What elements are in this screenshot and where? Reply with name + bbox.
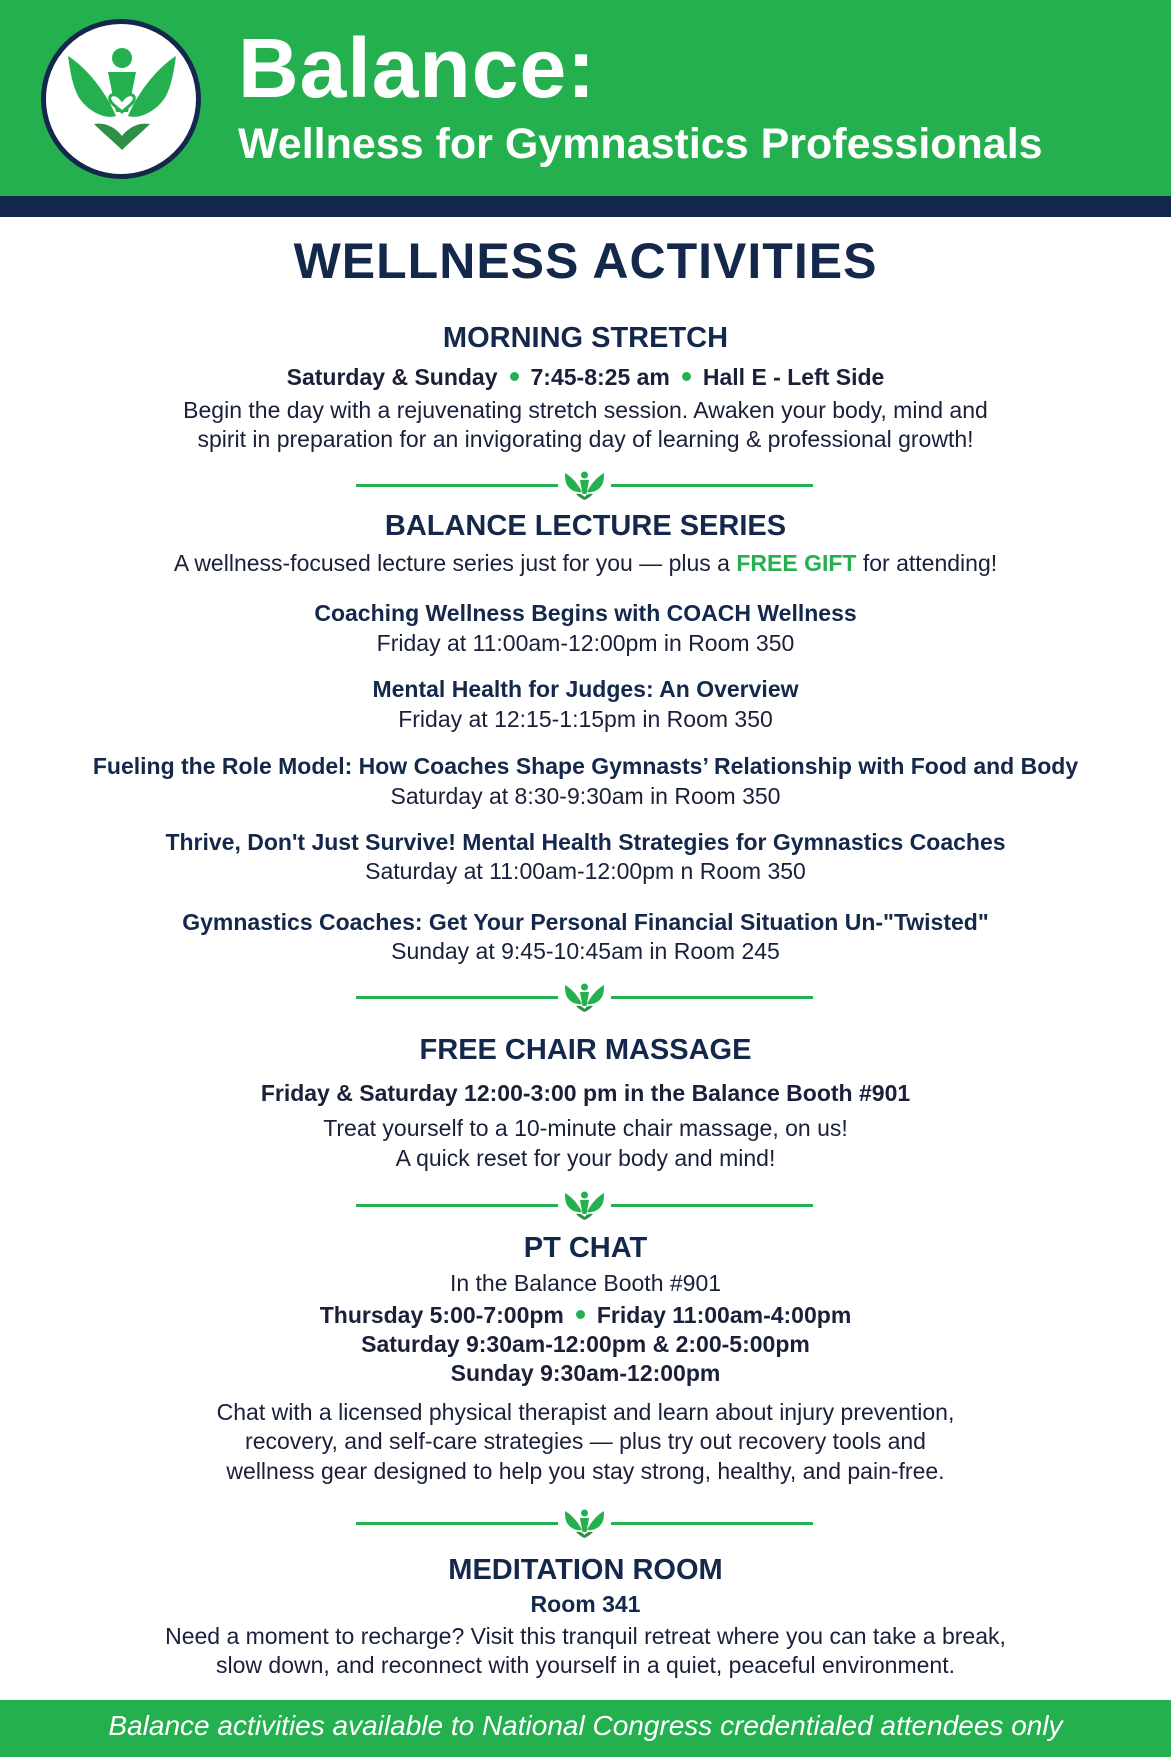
bullet-dot — [682, 372, 691, 381]
header-stripe — [0, 196, 1171, 217]
section-divider — [356, 982, 813, 1012]
lecture-title: Fueling the Role Model: How Coaches Shape Gymnasts’ Relationship with Food and Body — [92, 753, 1079, 779]
footer-text: Balance activities available to National Congress credentialed attendees only — [108, 1710, 1063, 1741]
lecture-when: Friday at 11:00am-12:00pm in Room 350 — [376, 630, 795, 656]
bullet-dot — [510, 372, 519, 381]
lecture-title: Gymnastics Coaches: Get Your Personal Financial Situation Un-"Twisted" — [182, 909, 989, 935]
pt-chat-title: PT CHAT — [523, 1232, 648, 1264]
balance-figure-icon — [564, 1190, 605, 1220]
lecture-series-intro: A wellness-focused lecture series just for you — plus a FREE GIFT for attending! — [173, 550, 998, 576]
page-title: Balance: — [238, 21, 597, 115]
page-subtitle: Wellness for Gymnastics Professionals — [238, 120, 1043, 168]
section-divider — [356, 470, 813, 500]
pt-chat-desc-1: Chat with a licensed physical therapist and learn about injury prevention, — [216, 1399, 955, 1425]
meditation-title: MEDITATION ROOM — [448, 1554, 723, 1586]
lecture-when: Saturday at 8:30-9:30am in Room 350 — [390, 783, 781, 809]
chair-massage-desc-1: Treat yourself to a 10-minute chair massage, on us! — [323, 1115, 848, 1141]
pt-chat-saturday: Saturday 9:30am-12:00pm & 2:00-5:00pm — [361, 1331, 810, 1357]
section-divider — [356, 1190, 813, 1220]
balance-figure-icon — [564, 1508, 605, 1538]
pt-chat-thu-fri: Thursday 5:00-7:00pm Friday 11:00am-4:00pm — [319, 1302, 852, 1328]
pt-chat-desc-3: wellness gear designed to help you stay strong, healthy, and pain-free. — [226, 1458, 945, 1484]
morning-stretch-days: Saturday & Sunday — [286, 364, 498, 390]
pt-chat-desc-2: recovery, and self-care strategies — plus try out recovery tools and — [245, 1428, 926, 1454]
balance-figure-icon — [564, 982, 605, 1012]
section-divider — [356, 1508, 813, 1538]
free-gift-highlight: FREE GIFT — [736, 550, 857, 576]
lecture-title: Mental Health for Judges: An Overview — [372, 676, 799, 702]
morning-stretch-time: 7:45-8:25 am — [530, 364, 670, 390]
balance-figure-icon — [564, 470, 605, 500]
bullet-dot — [576, 1310, 585, 1319]
meditation-desc-1: Need a moment to recharge? Visit this tranquil retreat where you can take a break, — [165, 1623, 1006, 1649]
lecture-when: Sunday at 9:45-10:45am in Room 245 — [391, 938, 780, 964]
meditation-room: Room 341 — [530, 1591, 641, 1617]
lecture-series-title: BALANCE LECTURE SERIES — [384, 510, 787, 542]
lecture-title: Thrive, Don't Just Survive! Mental Health Strategies for Gymnastics Coaches — [165, 829, 1006, 855]
footer-banner — [0, 1700, 1171, 1757]
morning-stretch-title: MORNING STRETCH — [442, 322, 729, 354]
lecture-when: Saturday at 11:00am-12:00pm n Room 350 — [365, 858, 806, 884]
lecture-when: Friday at 12:15-1:15pm in Room 350 — [398, 706, 773, 732]
pt-chat-location: In the Balance Booth #901 — [449, 1270, 722, 1296]
morning-stretch-desc-1: Begin the day with a rejuvenating stretch session. Awaken your body, mind and — [183, 397, 988, 423]
pt-chat-sunday: Sunday 9:30am-12:00pm — [450, 1360, 721, 1386]
morning-stretch-location: Hall E - Left Side — [702, 364, 885, 390]
chair-massage-when: Friday & Saturday 12:00-3:00 pm in the Balance Booth #901 — [260, 1080, 911, 1106]
section-heading: WELLNESS ACTIVITIES — [293, 233, 878, 289]
chair-massage-title: FREE CHAIR MASSAGE — [419, 1034, 752, 1066]
morning-stretch-schedule — [0, 364, 1171, 391]
lecture-title: Coaching Wellness Begins with COACH Wellness — [314, 600, 857, 626]
balance-figure-icon — [64, 38, 180, 154]
meditation-desc-2: slow down, and reconnect with yourself in a quiet, peaceful environment. — [216, 1652, 955, 1678]
morning-stretch-desc-2: spirit in preparation for an invigorating day of learning & professional growth! — [197, 426, 974, 452]
balance-logo — [41, 19, 201, 179]
chair-massage-desc-2: A quick reset for your body and mind! — [395, 1145, 776, 1171]
